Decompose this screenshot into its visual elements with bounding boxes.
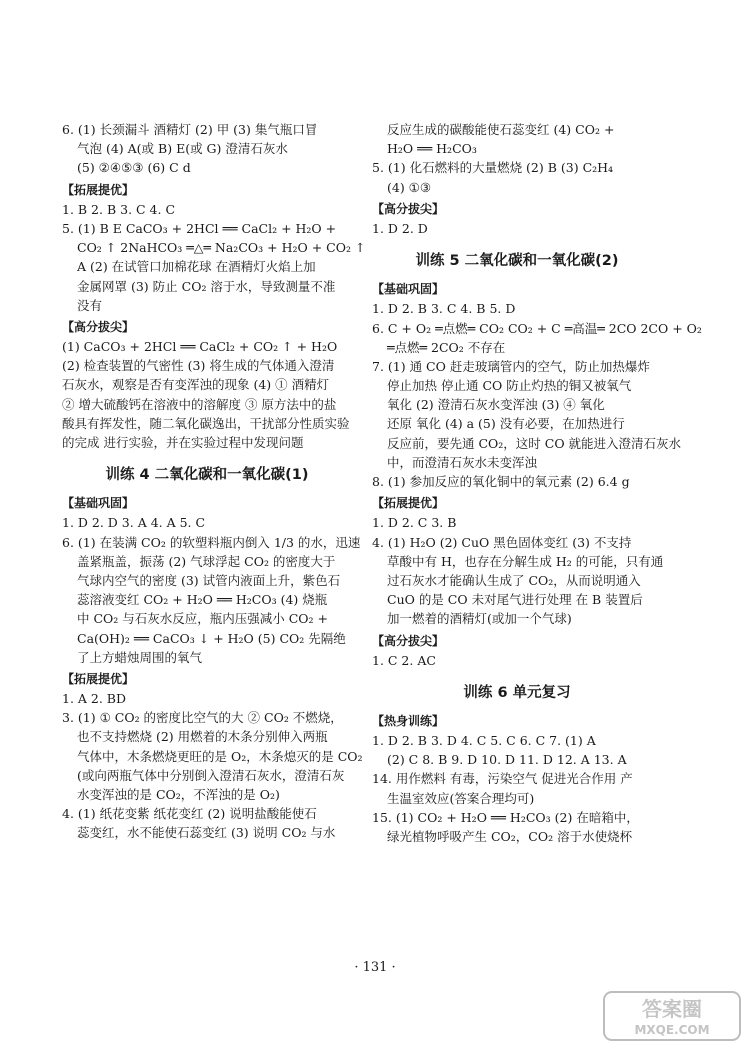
answer-line: (或向两瓶气体中分别倒入澄清石灰水，澄清石灰 [77, 767, 345, 783]
answer-line: 1. C 2. AC [372, 652, 436, 668]
answer-line: H₂O ══ H₂CO₃ [387, 141, 477, 157]
answer-line: 14. 用作燃料 有毒，污染空气 促进光合作用 产 [372, 771, 633, 787]
answer-line: 没有 [77, 297, 103, 313]
answer-line: 5. (1) B E CaCO₃ + 2HCl ══ CaCl₂ + H₂O + [62, 220, 337, 236]
answer-line: 4. (1) H₂O (2) CuO 黑色固体变红 (3) 不支持 [372, 534, 632, 550]
right-column [372, 120, 702, 846]
answer-line: 蕊溶液变红 CO₂ + H₂O ══ H₂CO₃ (4) 烧瓶 [77, 592, 328, 608]
answer-line: 加一燃着的酒精灯(或加一个气球) [387, 611, 572, 627]
section-tag: 【拓展提优】 [62, 671, 135, 686]
answer-line: 盖紧瓶盖，振荡 (2) 气球浮起 CO₂ 的密度大于 [77, 553, 336, 569]
answer-line: 5. (1) 化石燃料的大量燃烧 (2) B (3) C₂H₄ [372, 160, 614, 176]
left-column [62, 120, 366, 843]
answer-line: 中，而澄清石灰水未变浑浊 [387, 454, 538, 470]
answer-line: 4. (1) 纸花变紫 纸花变红 (2) 说明盐酸能使石 [62, 806, 317, 822]
watermark-title: 答案圈 [642, 997, 702, 1021]
answer-line: ═点燃═ 2CO₂ 不存在 [387, 339, 506, 355]
answer-line: 6. (1) 在装满 CO₂ 的软塑料瓶内倒入 1/3 的水，迅速 [62, 534, 361, 550]
answer-line: (2) C 8. B 9. D 10. D 11. D 12. A 13. A [387, 752, 627, 768]
answer-line: 气泡 (4) A(或 B) E(或 G) 澄清石灰水 [77, 141, 288, 157]
page-number: · 131 · [354, 960, 396, 975]
answer-line: 水变浑浊的是 CO₂，不浑浊的是 O₂) [77, 787, 280, 802]
answer-line: (4) ①③ [387, 179, 432, 195]
answer-line: ② 增大硫酸钙在溶液中的溶解度 ③ 原方法中的盐 [62, 396, 337, 412]
section-heading: 训练 6 单元复习 [463, 684, 571, 701]
answer-line: 酸具有挥发性，随二氧化碳逸出，干扰部分性质实验 [62, 415, 350, 431]
answer-line: 1. D 2. D 3. A 4. A 5. C [62, 515, 206, 531]
answer-line: 生温室效应(答案合理均可) [387, 790, 535, 806]
answer-line: 氧化 (2) 澄清石灰水变浑浊 (3) ④ 氧化 [387, 397, 605, 413]
section-tag: 【拓展提优】 [372, 496, 445, 511]
answer-line: 停止加热 停止通 CO 防止灼热的铜又被氧气 [387, 378, 632, 394]
answer-line: (1) CaCO₃ + 2HCl ══ CaCl₂ + CO₂ ↑ + H₂O [62, 339, 338, 355]
answer-line: 气球内空气的密度 (3) 试管内液面上升，紫色石 [77, 572, 341, 588]
answer-line: 6. C + O₂ ═点燃═ CO₂ CO₂ + C ═高温═ 2CO 2CO + O₂ [372, 320, 702, 336]
answer-line: 1. B 2. B 3. C 4. C [62, 201, 176, 217]
section-tag: 【基础巩固】 [62, 496, 135, 511]
answer-line: CO₂ ↑ 2NaHCO₃ ═△═ Na₂CO₃ + H₂O + CO₂ ↑ [77, 240, 366, 256]
answer-line: 过石灰水才能确认生成了 CO₂，从而说明通入 [387, 572, 641, 588]
answer-line: 中 CO₂ 与石灰水反应，瓶内压强减小 CO₂ + [77, 611, 329, 627]
answer-line: A (2) 在试管口加棉花球 在酒精灯火焰上加 [77, 259, 316, 275]
section-tag: 【基础巩固】 [372, 282, 445, 297]
answer-line: 蕊变红，水不能使石蕊变红 (3) 说明 CO₂ 与水 [77, 825, 336, 841]
answer-line: 石灰水，观察是否有变浑浊的现象 (4) ① 酒精灯 [62, 377, 330, 393]
answer-line: 反应生成的碳酸能使石蕊变红 (4) CO₂ + [387, 122, 615, 137]
answer-line: (2) 检查装置的气密性 (3) 将生成的气体通入澄清 [62, 358, 335, 374]
answer-line: (5) ②④⑤③ (6) C d [77, 160, 191, 176]
section-tag: 【高分拔尖】 [372, 633, 445, 648]
section-tag: 【高分拔尖】 [62, 319, 135, 334]
answer-line: 1. D 2. B 3. C 4. B 5. D [372, 301, 516, 317]
section-heading: 训练 5 二氧化碳和一氧化碳(2) [415, 253, 619, 270]
answer-line: 7. (1) 通 CO 赶走玻璃管内的空气，防止加热爆炸 [372, 358, 650, 374]
answer-line: 草酸中有 H，也存在分解生成 H₂ 的可能，只有通 [387, 553, 664, 569]
answer-line: 也不支持燃烧 (2) 用燃着的木条分别伸入两瓶 [77, 729, 328, 745]
answer-line: 还原 氧化 (4) a (5) 没有必要，在加热进行 [387, 416, 625, 432]
answer-line: 金属网罩 (3) 防止 CO₂ 溶于水，导致测量不准 [77, 278, 336, 294]
answer-line: 反应前，要先通 CO₂，这时 CO 就能进入澄清石灰水 [387, 435, 682, 451]
answer-line: 15. (1) CO₂ + H₂O ══ H₂CO₃ (2) 在暗箱中， [372, 809, 639, 825]
answer-line: 的完成 进行实验，并在实验过程中发现问题 [62, 435, 304, 450]
answer-line: 了上方蜡烛周围的氧气 [77, 649, 203, 665]
answer-line: 1. D 2. B 3. D 4. C 5. C 6. C 7. (1) A [372, 733, 596, 749]
answer-line: 6. (1) 长颈漏斗 酒精灯 (2) 甲 (3) 集气瓶口冒 [62, 122, 318, 137]
answer-line: 1. D 2. D [372, 220, 428, 236]
section-tag: 【拓展提优】 [62, 182, 135, 197]
answer-line: Ca(OH)₂ ══ CaCO₃ ↓ + H₂O (5) CO₂ 先隔绝 [77, 630, 346, 646]
answer-line: 8. (1) 参加反应的氧化铜中的氧元素 (2) 6.4 g [372, 474, 630, 489]
section-heading: 训练 4 二氧化碳和一氧化碳(1) [105, 467, 309, 484]
answer-line: 绿光植物呼吸产生 CO₂，CO₂ 溶于水使烧杯 [387, 829, 633, 844]
watermark-url: MXQE.COM [634, 1023, 710, 1037]
answer-line: 气体中，木条燃烧更旺的是 O₂，木条熄灭的是 CO₂ [77, 748, 363, 764]
answer-line: CuO 的是 CO 未对尾气进行处理 在 B 装置后 [387, 592, 643, 608]
answer-line: 1. A 2. BD [62, 691, 127, 707]
watermark-logo [602, 990, 742, 1042]
section-tag: 【热身训练】 [372, 713, 445, 728]
section-tag: 【高分拔尖】 [372, 201, 445, 216]
answer-line: 3. (1) ① CO₂ 的密度比空气的大 ② CO₂ 不燃烧， [62, 710, 343, 726]
answer-line: 1. D 2. C 3. B [372, 515, 457, 531]
